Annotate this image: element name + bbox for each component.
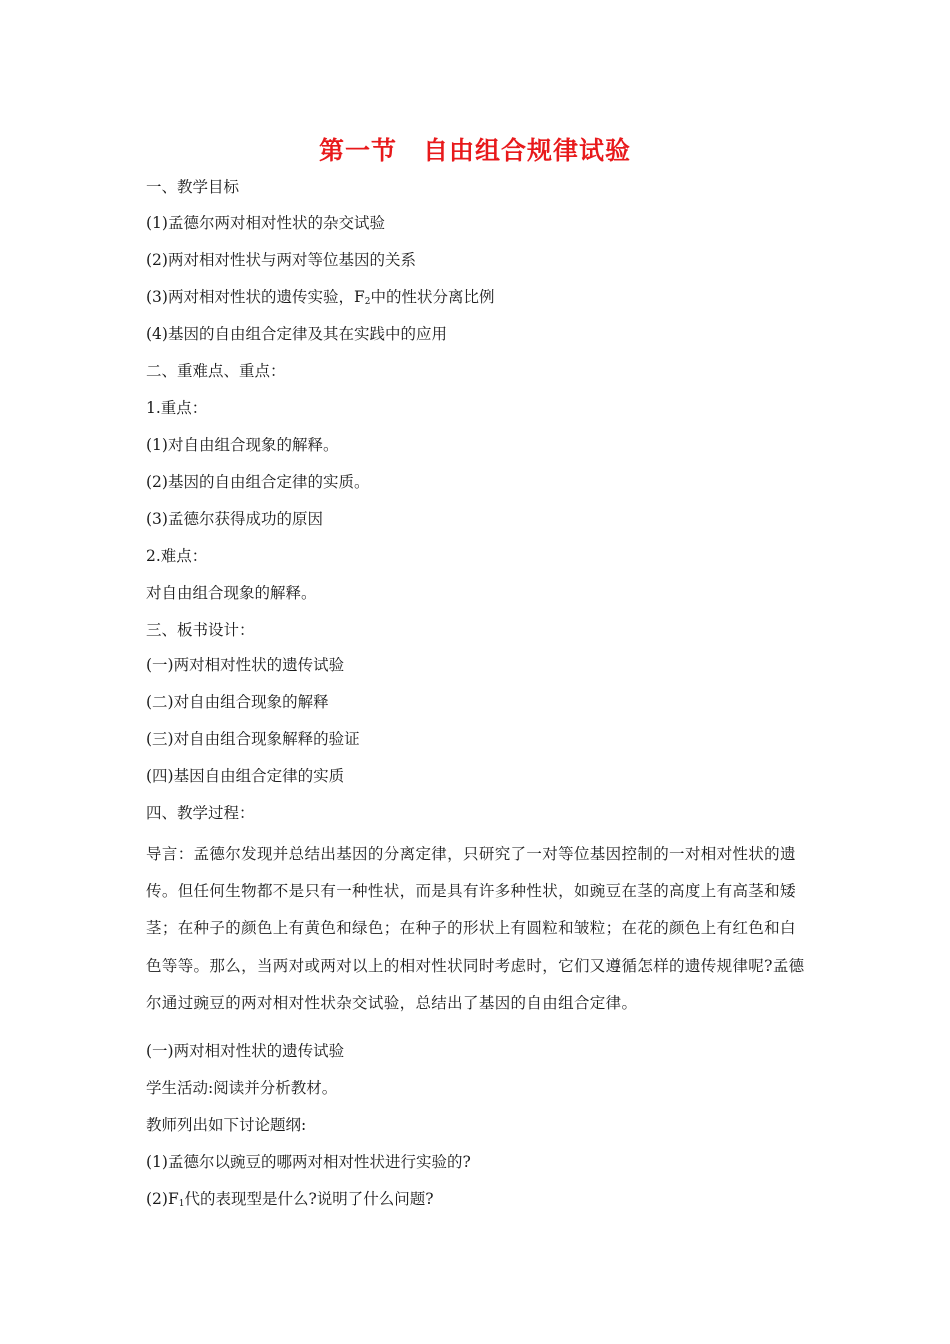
objective-item-1: (1)孟德尔两对相对性状的杂交试验 (146, 214, 385, 232)
section-heading-key-points: 二、重难点、重点： (146, 362, 286, 380)
discussion-question-1: (1)孟德尔以豌豆的哪两对相对性状进行实验的? (146, 1153, 471, 1171)
objective-item-4: (4)基因的自由组合定律及其在实践中的应用 (146, 325, 447, 343)
key-point-item-1: (1)对自由组合现象的解释。 (146, 436, 339, 454)
key-point-item-2: (2)基因的自由组合定律的实质。 (146, 473, 370, 491)
key-point-item-3: (3)孟德尔获得成功的原因 (146, 510, 323, 528)
intro-paragraph: 导言：孟德尔发现并总结出基因的分离定律，只研究了一对等位基因控制的一对相对性状的遗传。但任何生物都不是只有一种性状，而是具有许多种性状，如豌豆在茎的高度上有高茎和矮茎；在种子的颜色上有黄色和绿色；在种子的形状上有圆粒和皱粒；在花的颜色上有红色和白色等等。那么，当两对或两对以上的相对性状同时考虑时，它们又遵循怎样的遗传规律呢?孟德尔通过豌豆的两对相对性状杂交试验，总结出了基因的自由组合定律。 (146, 845, 805, 1012)
key-points-label: 1.重点： (146, 399, 208, 417)
difficulty-item: 对自由组合现象的解释。 (146, 584, 317, 602)
teacher-outline-intro: 教师列出如下讨论题纲: (146, 1116, 307, 1134)
section-heading-objectives: 一、教学目标 (146, 178, 240, 196)
board-item-1: (一)两对相对性状的遗传试验 (146, 656, 345, 674)
page-title: 第一节 自由组合规律试验 (318, 136, 631, 165)
board-item-4: (四)基因自由组合定律的实质 (146, 767, 345, 785)
board-item-2: (二)对自由组合现象的解释 (146, 693, 329, 711)
objective-item-2: (2)两对相对性状与两对等位基因的关系 (146, 251, 416, 269)
objective-item-3: (3)两对相对性状的遗传实验，$F_2$中的性状分离比例 (146, 288, 495, 307)
discussion-question-2: $(2)F_1$代的表现型是什么?说明了什么问题? (146, 1190, 434, 1209)
process-subheading-1: (一)两对相对性状的遗传试验 (146, 1042, 345, 1060)
difficulty-label: 2.难点： (146, 547, 208, 565)
section-heading-board-design: 三、板书设计： (146, 621, 255, 639)
board-item-3: (三)对自由组合现象解释的验证 (146, 730, 360, 748)
student-activity: 学生活动:阅读并分析教材。 (146, 1079, 338, 1097)
section-heading-teaching-process: 四、教学过程： (146, 804, 255, 822)
